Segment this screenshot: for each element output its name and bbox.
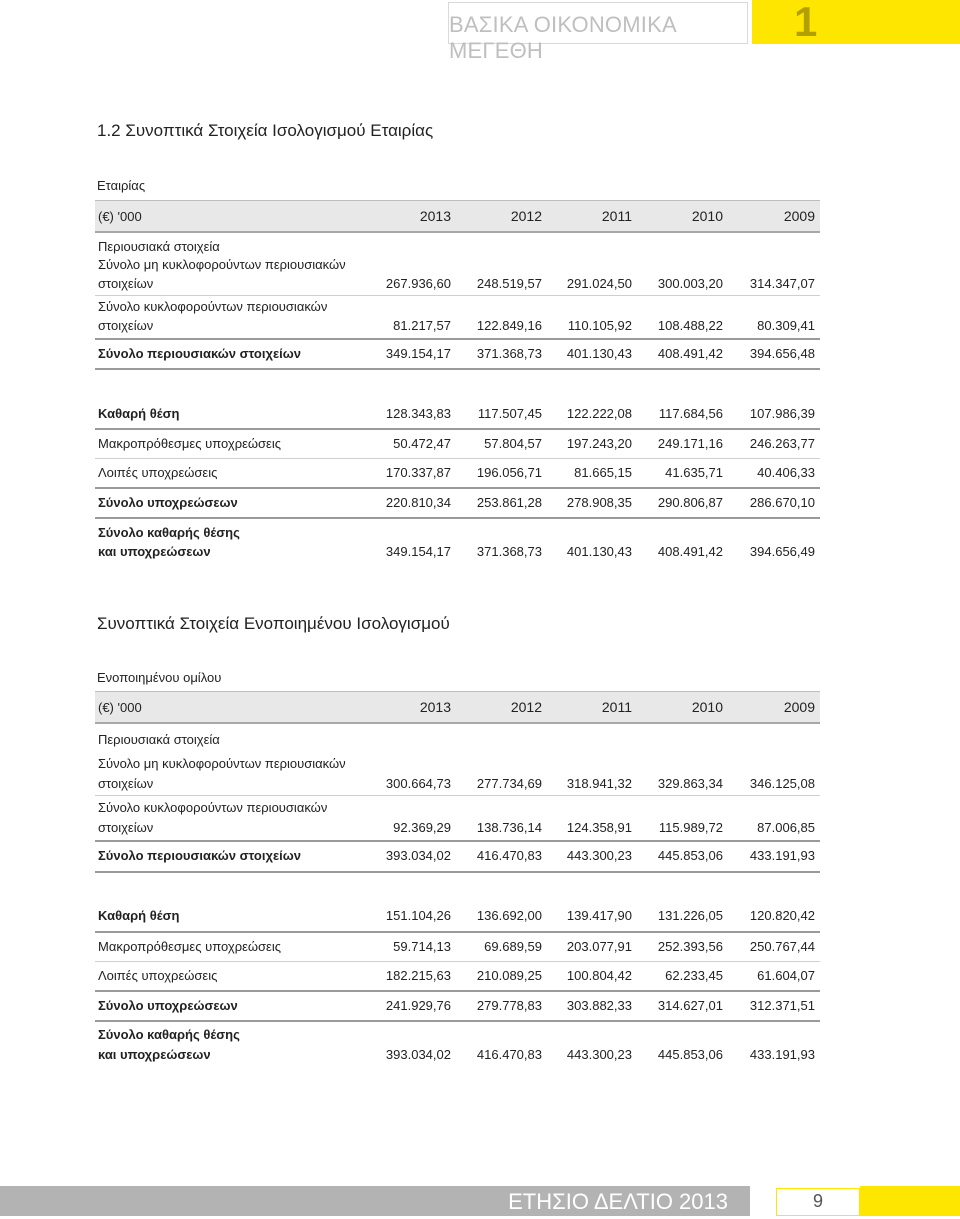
table-cell: 196.056,71: [476, 465, 542, 480]
assets-heading: Περιουσιακά στοιχεία: [98, 239, 220, 254]
table-cell: 416.470,83: [476, 848, 542, 863]
table-row-equity: [95, 902, 820, 933]
table-row: [95, 796, 820, 842]
table-cell: 401.130,43: [566, 346, 632, 361]
row-label: Σύνολο μη κυκλοφορούντων περιουσιακών: [98, 756, 346, 771]
spacer: [95, 370, 820, 400]
table-cell: 122.849,16: [476, 318, 542, 333]
table-cell: 329.863,34: [657, 776, 723, 791]
table-cell: 241.929,76: [385, 998, 451, 1013]
table-cell: 100.804,42: [566, 968, 632, 983]
table-row: [95, 459, 820, 489]
row-label: Σύνολο υποχρεώσεων: [98, 495, 238, 510]
row-label: στοιχείων: [98, 276, 154, 291]
table-cell: 87.006,85: [757, 820, 815, 835]
table-cell: 394.656,48: [749, 346, 815, 361]
year-header: 2011: [601, 699, 632, 715]
year-header: 2012: [510, 699, 542, 715]
year-header: 2013: [419, 208, 451, 224]
table-row-equity: [95, 400, 820, 430]
table-cell: 50.472,47: [393, 436, 451, 451]
table-cell: 314.627,01: [657, 998, 723, 1013]
table-cell: 107.986,39: [749, 406, 815, 421]
row-label: και υποχρεώσεων: [98, 1047, 211, 1062]
table-cell: 197.243,20: [566, 436, 632, 451]
table-cell: 300.664,73: [385, 776, 451, 791]
footer-accent: [860, 1186, 960, 1216]
table-row: [95, 933, 820, 962]
row-label: Σύνολο κυκλοφορούντων περιουσιακών: [98, 800, 328, 815]
row-label: Καθαρή θέση: [98, 406, 180, 421]
table-cell: 139.417,90: [566, 908, 632, 923]
table-cell: 81.665,15: [574, 465, 632, 480]
table-cell: 124.358,91: [566, 820, 632, 835]
spacer: [95, 873, 820, 902]
row-label: Λοιπές υποχρεώσεις: [98, 968, 218, 983]
table-cell: 170.337,87: [385, 465, 451, 480]
table-cell: 371.368,73: [476, 346, 542, 361]
table-cell: 122.222,08: [566, 406, 632, 421]
table-row: [95, 430, 820, 459]
chapter-tab: [752, 0, 960, 44]
unit-label: (€) '000: [98, 209, 142, 224]
table-cell: 393.034,02: [385, 1047, 451, 1062]
table-cell: 117.507,45: [477, 406, 542, 421]
table-cell: 246.263,77: [749, 436, 815, 451]
table-cell: 59.714,13: [393, 939, 451, 954]
table-cell: 433.191,93: [749, 848, 815, 863]
table-cell: 136.692,00: [476, 908, 542, 923]
table-cell: 81.217,57: [393, 318, 451, 333]
table-row: [95, 254, 820, 296]
table-cell: 408.491,42: [657, 346, 723, 361]
table-cell: 349.154,17: [385, 346, 451, 361]
table-cell: 443.300,23: [566, 1047, 632, 1062]
table-cell: 445.853,06: [657, 848, 723, 863]
table-cell: 128.343,83: [385, 406, 451, 421]
year-header: 2012: [510, 208, 542, 224]
table-cell: 80.309,41: [757, 318, 815, 333]
table-cell: 250.767,44: [749, 939, 815, 954]
table-cell: 120.820,42: [749, 908, 815, 923]
table-cell: 92.369,29: [393, 820, 451, 835]
table-cell: 61.604,07: [757, 968, 815, 983]
table-cell: 312.371,51: [749, 998, 815, 1013]
table-cell: 349.154,17: [385, 544, 451, 559]
assets-heading-row: [95, 233, 820, 254]
table-cell: 314.347,07: [749, 276, 815, 291]
chapter-number: 1: [794, 0, 818, 45]
year-header: 2013: [419, 699, 451, 715]
row-label: Σύνολο περιουσιακών στοιχείων: [98, 848, 301, 863]
row-label: και υποχρεώσεων: [98, 544, 211, 559]
table-cell: 433.191,93: [749, 1047, 815, 1062]
table-cell: 220.810,34: [385, 495, 451, 510]
year-header: 2010: [691, 699, 723, 715]
table-cell: 290.806,87: [657, 495, 723, 510]
page-number: 9: [812, 1191, 823, 1211]
table-cell: 110.105,92: [567, 318, 632, 333]
unit-label: (€) '000: [98, 700, 142, 715]
table-cell: 57.804,57: [484, 436, 542, 451]
table-cell: 253.861,28: [476, 495, 542, 510]
header-title-box: [448, 2, 748, 63]
table-row-total-assets: [95, 340, 820, 370]
table-row: [95, 962, 820, 992]
table-row: [95, 296, 820, 340]
row-label: Μακροπρόθεσμες υποχρεώσεις: [98, 939, 282, 954]
assets-heading: Περιουσιακά στοιχεία: [98, 732, 220, 747]
table-cell: 300.003,20: [657, 276, 723, 291]
table-row-grand-total: [95, 519, 820, 563]
entity-label-company: Εταιρίας: [97, 178, 146, 193]
consolidated-balance-table: [95, 691, 820, 1066]
table-cell: 40.406,33: [757, 465, 815, 480]
table-cell: 182.215,63: [385, 968, 451, 983]
table-cell: 443.300,23: [566, 848, 632, 863]
row-label: στοιχείων: [98, 318, 154, 333]
footer-title: ΕΤΗΣΙΟ ΔΕΛΤΙΟ 2013: [508, 1189, 728, 1214]
page-number-box: [776, 1188, 860, 1216]
table-cell: 210.089,25: [476, 968, 542, 983]
table-cell: 203.077,91: [566, 939, 632, 954]
table-cell: 346.125,08: [749, 776, 815, 791]
table-cell: 371.368,73: [476, 544, 542, 559]
year-header: 2011: [601, 208, 632, 224]
table-cell: 138.736,14: [476, 820, 542, 835]
table-header-row: [95, 200, 820, 233]
row-label: Καθαρή θέση: [98, 908, 180, 923]
table-cell: 286.670,10: [749, 495, 815, 510]
table-header-row: [95, 691, 820, 724]
table-cell: 248.519,57: [476, 276, 542, 291]
table-cell: 249.171,16: [657, 436, 723, 451]
table-cell: 108.488,22: [657, 318, 723, 333]
table-cell: 151.104,26: [385, 908, 451, 923]
table-cell: 278.908,35: [566, 495, 632, 510]
row-label: Σύνολο καθαρής θέσης: [98, 525, 240, 540]
table-cell: 291.024,50: [566, 276, 632, 291]
row-label: Λοιπές υποχρεώσεις: [98, 465, 218, 480]
row-label: Σύνολο υποχρεώσεων: [98, 998, 238, 1013]
table-cell: 401.130,43: [566, 544, 632, 559]
table-cell: 277.734,69: [476, 776, 542, 791]
row-label: Σύνολο κυκλοφορούντων περιουσιακών: [98, 299, 328, 314]
row-label: στοιχείων: [98, 776, 154, 791]
entity-label-group: Ενοποιημένου ομίλου: [97, 670, 222, 685]
section-title-consolidated: Συνοπτικά Στοιχεία Ενοποιημένου Ισολογισμού: [97, 614, 450, 633]
table-row: [95, 752, 820, 796]
year-header: 2010: [691, 208, 723, 224]
table-cell: 252.393,56: [657, 939, 723, 954]
table-cell: 416.470,83: [476, 1047, 542, 1062]
table-cell: 408.491,42: [657, 544, 723, 559]
table-cell: 117.684,56: [658, 406, 723, 421]
table-cell: 318.941,32: [566, 776, 632, 791]
row-label: Μακροπρόθεσμες υποχρεώσεις: [98, 436, 282, 451]
assets-heading-row: [95, 724, 820, 752]
year-header: 2009: [783, 699, 815, 715]
table-row-total-assets: [95, 842, 820, 873]
table-row-total-liabilities: [95, 489, 820, 519]
row-label: Σύνολο περιουσιακών στοιχείων: [98, 346, 301, 361]
section-title-company: 1.2 Συνοπτικά Στοιχεία Ισολογισμού Εταιρίας: [97, 121, 434, 140]
table-cell: 69.689,59: [484, 939, 542, 954]
row-label: Σύνολο μη κυκλοφορούντων περιουσιακών: [98, 257, 346, 272]
table-cell: 115.989,72: [658, 820, 723, 835]
row-label: Σύνολο καθαρής θέσης: [98, 1027, 240, 1042]
table-row-grand-total: [95, 1022, 820, 1066]
table-cell: 303.882,33: [566, 998, 632, 1013]
table-cell: 41.635,71: [665, 465, 723, 480]
company-balance-table: [95, 200, 820, 563]
table-cell: 393.034,02: [385, 848, 451, 863]
header-title: ΒΑΣΙΚΑ ΟΙΚΟΝΟΜΙΚΑ ΜΕΓΕΘΗ: [449, 12, 676, 63]
table-cell: 445.853,06: [657, 1047, 723, 1062]
year-header: 2009: [783, 208, 815, 224]
table-cell: 279.778,83: [476, 998, 542, 1013]
footer-bar: [0, 1186, 750, 1216]
table-cell: 62.233,45: [665, 968, 723, 983]
table-cell: 394.656,49: [749, 544, 815, 559]
table-row-total-liabilities: [95, 992, 820, 1022]
table-cell: 131.226,05: [657, 908, 723, 923]
table-cell: 267.936,60: [385, 276, 451, 291]
row-label: στοιχείων: [98, 820, 154, 835]
